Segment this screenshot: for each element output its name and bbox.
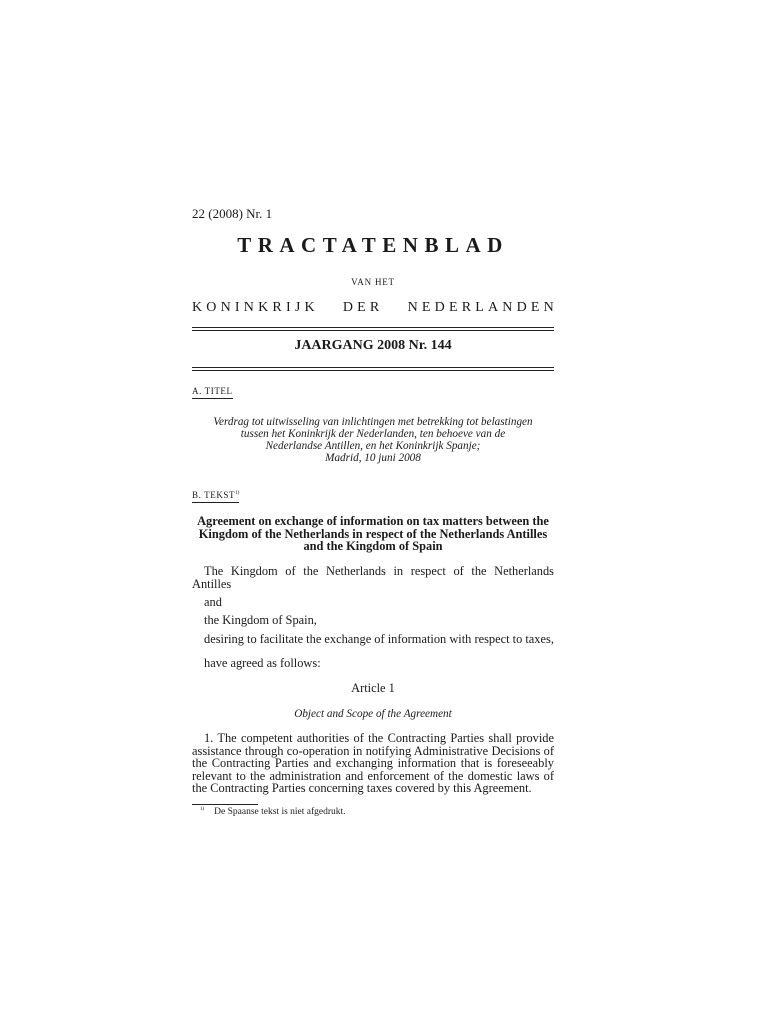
treaty-title-line: Madrid, 10 juni 2008 (325, 452, 421, 464)
header-rule-top-2 (192, 330, 554, 331)
footnote (192, 807, 346, 817)
footnote-separator (192, 804, 258, 805)
kingdom-word-1: KONINKRIJK (192, 300, 319, 315)
preamble-paragraph-3: the Kingdom of Spain, (204, 613, 317, 627)
preamble-paragraph-1: The Kingdom of the Netherlands in respect of the Netherlands Antilles (192, 564, 554, 591)
agreement-title-line: and the Kingdom of Spain (303, 539, 443, 553)
agreement-title-line: Kingdom of the Netherlands in respect of the Netherlands Antilles (198, 526, 548, 541)
section-b-label (192, 490, 239, 503)
footnote-marker: 1) (200, 807, 205, 812)
section-a-label: A. TITEL (192, 386, 233, 399)
article-1-paragraph-1: 1. The competent authorities of the Contracting Parties shall provide assistance through co-operation in notifying Administrative Decisions of the Contracting Parties and exchanging information that is foreseeably relevant to the administration and enforcement of the domestic laws of the Contracting Parties concerning taxes covered by this Agreement. (192, 731, 554, 795)
jaargang-heading: JAARGANG 2008 Nr. 144 (294, 338, 452, 353)
masthead-van-het: VAN HET (351, 277, 395, 287)
article-1-heading: Article 1 (351, 681, 395, 695)
header-rule-top-1 (192, 327, 554, 328)
kingdom-word-3: NEDERLANDEN (407, 300, 558, 315)
agreement-title (192, 515, 554, 553)
treaty-title-line: Verdrag tot uitwisseling van inlichtingen met betrekking tot belastingen (213, 416, 533, 428)
masthead-kingdom (192, 300, 558, 316)
treaty-title-line: tussen het Koninkrijk der Nederlanden, ten behoeve van de (240, 428, 506, 440)
kingdom-word-2: DER (342, 300, 384, 315)
preamble-paragraph-5: have agreed as follows: (204, 656, 321, 670)
treaty-title-line: Nederlandse Antillen, en het Koninkrijk Spanje; (265, 440, 481, 452)
footnote-reference: 1) (235, 491, 240, 496)
footnote-text: De Spaanse tekst is niet afgedrukt. (214, 807, 346, 818)
masthead-title: TRACTATENBLAD (237, 233, 509, 257)
preamble-paragraph-2: and (204, 595, 222, 609)
treaty-title (192, 416, 554, 464)
header-rule-bottom-1 (192, 367, 554, 368)
header-rule-bottom-2 (192, 370, 554, 371)
section-b-label-text: B. TEKST (192, 490, 236, 500)
publication-reference: 22 (2008) Nr. 1 (192, 206, 273, 221)
article-1-subheading: Object and Scope of the Agreement (294, 708, 452, 720)
agreement-title-line: Agreement on exchange of information on tax matters between the (197, 514, 549, 528)
preamble-paragraph-4: desiring to facilitate the exchange of information with respect to taxes, (204, 632, 554, 646)
